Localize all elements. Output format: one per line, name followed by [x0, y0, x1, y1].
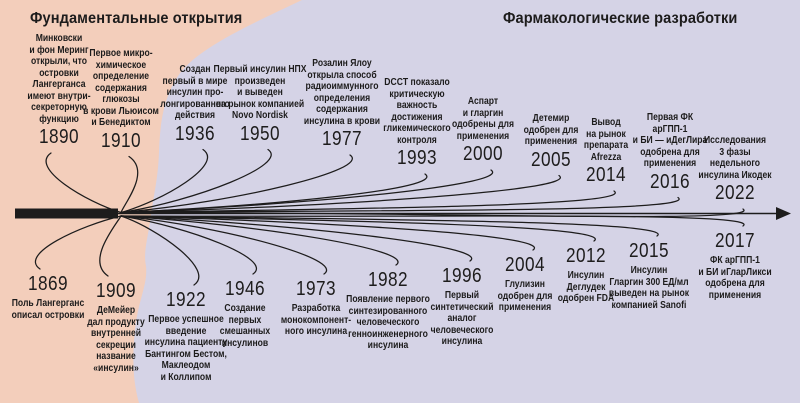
event-description-line: первых	[228, 314, 262, 326]
event-description-line: произведен	[234, 75, 286, 87]
event-description-line: Гларгин 300 ЕД/мл	[609, 276, 689, 288]
event-description-line: имеют внутри-	[27, 90, 91, 102]
event-description-line: внутренней	[90, 328, 142, 339]
event-description-line: Первая ФК	[646, 112, 694, 123]
event-description	[686, 255, 784, 301]
event-description-line: 3 фазы	[719, 146, 751, 158]
event-description-line: открыли, что	[30, 56, 88, 67]
event-description-line: одобрен для	[523, 124, 579, 136]
event-description-line: Розалин Ялоу	[312, 58, 372, 69]
event-year: 2012	[566, 245, 606, 267]
event-description-line: и гларгин	[462, 107, 504, 119]
event-description-line: Поль Лангерганс	[11, 298, 85, 309]
event-description-line: выведен на рынок	[608, 288, 690, 299]
event-description-line: Инсулин	[567, 270, 605, 281]
event-description-line: ного инсулина	[284, 326, 348, 337]
event-description-line: Первый	[444, 290, 480, 301]
event-year: 2017	[715, 230, 755, 252]
event-description-line: Исследования	[703, 135, 767, 146]
event-year: 1950	[240, 122, 280, 145]
event-description-line: Разработка	[291, 303, 341, 314]
event-description-line: «инсулин»	[93, 362, 139, 374]
event-description-line: Novo Nordisk	[232, 110, 288, 121]
event-description-line: применения	[456, 130, 510, 142]
event-description-line: введение	[165, 325, 207, 337]
event-description-line: инсулина Икодек	[698, 169, 772, 181]
event-description-line: Afrezza	[590, 151, 622, 163]
left-section-title: Фундаментальные открытия	[30, 10, 243, 27]
event-year: 2014	[586, 164, 626, 186]
timeline-trunk	[15, 209, 118, 219]
event-description-line: Создан	[179, 64, 211, 75]
event-description-line: инсулина	[367, 340, 409, 351]
timeline-event-2022	[687, 135, 783, 204]
event-year: 1993	[397, 147, 437, 169]
event-description-line: и Коллипом	[160, 371, 212, 383]
event-year: 2022	[715, 182, 755, 204]
event-description-line: и фон Меринг	[29, 44, 89, 56]
timeline-arrowhead	[776, 207, 791, 220]
event-description-line: человеческого	[430, 324, 494, 336]
event-year: 1973	[296, 278, 336, 300]
event-description-line: в крови Льюисом	[83, 105, 159, 117]
event-description-line: Детемир	[532, 113, 570, 124]
event-description-line: на рынок	[586, 128, 626, 140]
event-description-line: ДеМейер	[96, 305, 136, 316]
event-year: 1936	[175, 122, 215, 145]
event-description-line: определения	[313, 92, 371, 104]
connector-1890	[46, 153, 121, 213]
event-description-line: человеческого	[356, 317, 420, 328]
event-description-line: одобрен FDA	[557, 293, 615, 304]
event-description-line: и БИ — иДегЛира	[632, 135, 708, 146]
event-description-line: первый в мире	[162, 75, 228, 87]
event-description-line: Маклеодом	[161, 360, 211, 371]
event-description-line: Инсулин	[630, 265, 668, 276]
event-description-line: Вывод	[591, 117, 621, 128]
event-description-line: содержания	[316, 104, 368, 115]
event-year: 2000	[463, 143, 503, 165]
event-year: 1890	[39, 126, 79, 148]
event-description-line: ФК арГПП-1	[710, 255, 760, 266]
event-description-line: инсулина пациенту	[144, 337, 228, 348]
event-description-line: глюкозы	[102, 94, 140, 105]
event-year: 1869	[28, 273, 68, 295]
event-description-line: определение	[92, 71, 150, 82]
event-description-line: инсулинов	[221, 337, 269, 349]
event-description-line: название	[96, 351, 136, 362]
event-year: 1922	[166, 289, 206, 311]
event-description-line: одобрены для	[451, 119, 515, 130]
event-description-line: применения	[643, 158, 697, 169]
event-description-line: Создание	[224, 303, 266, 314]
event-description-line: дал продукту	[87, 316, 145, 328]
event-year: 2016	[650, 170, 690, 193]
event-description-line: аналог	[447, 313, 477, 324]
connector-1909	[100, 216, 121, 276]
event-year: 2004	[505, 254, 545, 276]
timeline-event-2017	[686, 231, 784, 301]
event-description-line: инсулина	[441, 336, 483, 347]
event-year: 1982	[368, 269, 408, 291]
event-description-line: инсулин про-	[166, 87, 224, 98]
event-description-line: секреторную	[31, 102, 87, 113]
event-description-line: DCCT показало	[384, 77, 450, 88]
event-description-line: контроля	[397, 134, 437, 146]
event-description-line: и выведен	[237, 87, 283, 98]
event-description-line: применения	[524, 136, 578, 147]
event-description-line: открыла способ	[307, 69, 377, 81]
event-description-line: и Бенедиктом	[91, 117, 151, 128]
connector-1869	[35, 216, 121, 269]
event-description-line: генноинженерного	[348, 328, 428, 340]
event-description-line: применения	[498, 302, 552, 313]
event-description-line: монокомпонент-	[280, 314, 352, 326]
event-year: 1977	[322, 128, 362, 150]
event-description-line: на рынок компанией	[215, 98, 305, 110]
event-description-line: функцию	[39, 113, 79, 125]
event-description	[687, 135, 783, 181]
event-description-line: синтетический	[430, 301, 494, 313]
event-description-line: Лангерганса	[32, 79, 86, 90]
event-description-line: компанией Sanofi	[611, 299, 687, 311]
event-description-line: Первое успешное	[148, 314, 224, 325]
event-description-line: недельного	[709, 158, 761, 169]
event-description-line: содержания	[95, 82, 147, 94]
event-description-line: Аспарт	[467, 96, 499, 107]
event-description-line: препарата	[583, 140, 629, 151]
event-description-line: Бантингом Бестом,	[145, 348, 227, 360]
event-year: 2015	[629, 240, 669, 262]
event-description-line: лонгированного	[160, 98, 230, 110]
event-description-line: островки	[39, 67, 79, 79]
event-description-line: Первый инсулин НПХ	[213, 64, 307, 75]
event-year: 1910	[101, 129, 141, 152]
event-description-line: смешанных	[219, 326, 271, 337]
event-description-line: описал островки	[11, 309, 85, 321]
event-year: 1996	[442, 265, 482, 287]
event-year: 1909	[96, 280, 136, 302]
event-description-line: гликемического	[383, 123, 451, 134]
event-description-line: радиоиммунного	[305, 81, 379, 92]
right-section-title: Фармакологические разработки	[503, 10, 738, 27]
event-description-line: Минковски	[35, 33, 83, 44]
event-description-line: синтезированного	[348, 305, 428, 317]
event-description-line: одобрен для	[497, 290, 553, 302]
event-description-line: применения	[708, 289, 762, 301]
connector-1910	[121, 157, 138, 213]
event-description-line: Первое микро-	[89, 48, 153, 59]
connector-1922	[121, 216, 199, 285]
event-description-line: одобрена для	[640, 146, 700, 158]
event-year: 1946	[225, 278, 265, 300]
event-description-line: Глулизин	[505, 279, 545, 290]
event-description-line: одобрена для	[705, 278, 765, 289]
event-description-line: Деглудек	[566, 281, 606, 293]
event-description-line: инсулина в крови	[303, 115, 381, 127]
event-description-line: важность	[396, 100, 438, 111]
event-year: 2005	[531, 148, 571, 171]
event-description-line: секреции	[96, 339, 136, 351]
event-description-line: и БИ иГларЛикси	[698, 266, 772, 278]
event-description-line: Появление первого	[346, 294, 430, 305]
event-description-line: химическое	[95, 59, 147, 71]
event-description-line: действия	[174, 110, 216, 121]
event-description-line: критическую	[389, 88, 445, 100]
event-description-line: достижения	[391, 111, 443, 123]
event-description-line: арГПП-1	[652, 123, 688, 135]
